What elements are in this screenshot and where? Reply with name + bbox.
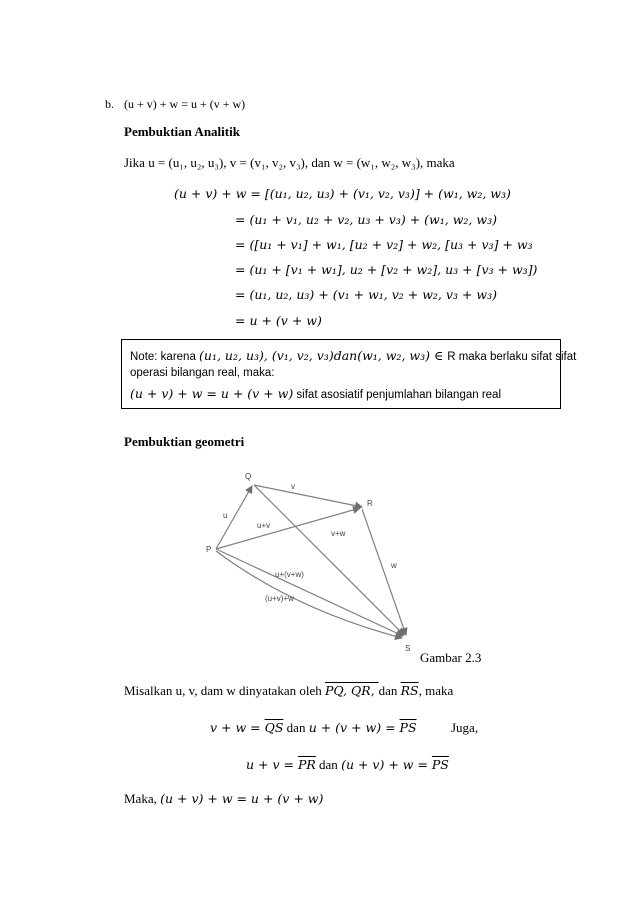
closing-line-1-prefix: Misalkan u, v, dam w dinyatakan oleh bbox=[124, 683, 325, 698]
label-uv-plus-w: (u+v)+w bbox=[265, 594, 294, 603]
label-v: v bbox=[291, 482, 295, 491]
analytic-step-1: (u + v) + w = [(u₁, u₂, u₃) + (v₁, v₂, v₃)] + (w₁, w₂, w₃) bbox=[174, 186, 511, 201]
closing-line-2-ps: $\overline{PS}$ bbox=[399, 720, 417, 735]
note-line-3-math: (u + v) + w = u + (v + w) bbox=[130, 386, 294, 401]
closing-line-2-qs: $\overline{QS}$ bbox=[264, 720, 284, 735]
closing-line-4-math: (u + v) + w = u + (v + w) bbox=[160, 791, 324, 806]
analytic-step-3: = ([u₁ + v₁] + w₁, [u₂ + v₂] + w₂, [u₃ + v₃] + w₃ bbox=[235, 237, 533, 252]
figure-caption: Gambar 2.3 bbox=[420, 650, 482, 665]
closing-line-2-dan: dan bbox=[283, 720, 309, 735]
note-line-2: operasi bilangan real, maka: bbox=[130, 367, 275, 379]
closing-line-1-dan: dan bbox=[378, 683, 401, 698]
vector-v-line bbox=[254, 485, 362, 507]
item-statement: (u + v) + w = u + (v + w) bbox=[124, 97, 246, 111]
note-line-1-suffix: R maka berlaku sifat sifat bbox=[447, 351, 577, 363]
label-w: w bbox=[391, 561, 397, 570]
point-s-label: S bbox=[405, 644, 411, 653]
label-u-plus-v: u+v bbox=[257, 521, 271, 530]
analytic-intro: Jika u = (u₁, u₂, u₃), v = (v₁, v₂, v₃), dan w = (w₁, w₂, w₃), maka bbox=[124, 155, 455, 170]
note-line-3 bbox=[130, 386, 501, 401]
item-marker: b. bbox=[105, 97, 114, 111]
closing-line-1-vectors: PQ, QR, bbox=[324, 683, 379, 698]
closing-line-1-rs: $\overline{RS}$ bbox=[400, 683, 419, 698]
closing-line-3-ps: $\overline{PS}$ bbox=[431, 757, 449, 772]
closing-line-1-suffix: , maka bbox=[418, 683, 454, 698]
point-p-label: P bbox=[206, 545, 212, 554]
analytic-step-6: = u + (v + w) bbox=[235, 313, 322, 328]
closing-line-3-pr: $\overline{PR}$ bbox=[297, 757, 316, 772]
vector-u-line bbox=[216, 486, 252, 549]
analytic-step-4: = (u₁ + [v₁ + w₁], u₂ + [v₂ + w₂], u₃ + [v₃ + w₃]) bbox=[235, 262, 538, 277]
analytic-heading: Pembuktian Analitik bbox=[124, 124, 240, 139]
label-u: u bbox=[223, 511, 228, 520]
note-line-1-math: (u₁, u₂, u₃), (v₁, v₂, v₃)dan(w₁, w₂, w₃) ∈ bbox=[199, 348, 448, 363]
vector-u-plus-vw-line bbox=[216, 549, 403, 636]
note-box bbox=[121, 339, 577, 409]
closing-line-4-prefix: Maka, bbox=[124, 791, 161, 806]
label-v-plus-w: v+w bbox=[331, 529, 346, 538]
closing-line-2-b: u + (v + w) = bbox=[308, 720, 400, 735]
closing-line-2-juga: Juga, bbox=[451, 720, 479, 735]
closing-line-3-dan: dan bbox=[315, 757, 342, 772]
closing-line-2 bbox=[210, 720, 417, 736]
geometric-heading: Pembuktian geometri bbox=[124, 434, 245, 449]
closing-line-4 bbox=[124, 791, 323, 807]
vector-w-line bbox=[362, 509, 406, 635]
point-q-label: Q bbox=[245, 472, 252, 481]
closing-line-1 bbox=[124, 683, 453, 699]
note-line-3-suffix: sifat asosiatif penjumlahan bilangan real bbox=[293, 389, 502, 401]
closing-line-3 bbox=[246, 757, 449, 773]
vector-v-plus-w-line bbox=[254, 485, 404, 635]
vector-uv-plus-w-line bbox=[216, 551, 402, 638]
analytic-step-5: = (u₁, u₂, u₃) + (v₁ + w₁, v₂ + w₂, v₃ + w₃) bbox=[235, 287, 497, 302]
note-line-1-prefix: Note: karena bbox=[130, 351, 200, 363]
analytic-step-2: = (u₁ + v₁, u₂ + v₂, u₃ + v₃) + (w₁, w₂, w₃) bbox=[235, 212, 497, 227]
point-r-label: R bbox=[367, 499, 373, 508]
closing-line-3-b: (u + v) + w = bbox=[341, 757, 432, 772]
closing-line-3-a: u + v = bbox=[246, 757, 298, 772]
vector-diagram bbox=[195, 460, 435, 660]
closing-line-2-a: v + w = bbox=[210, 720, 265, 735]
label-u-plus-vw: u+(v+w) bbox=[275, 570, 304, 579]
note-line-1 bbox=[130, 348, 576, 363]
